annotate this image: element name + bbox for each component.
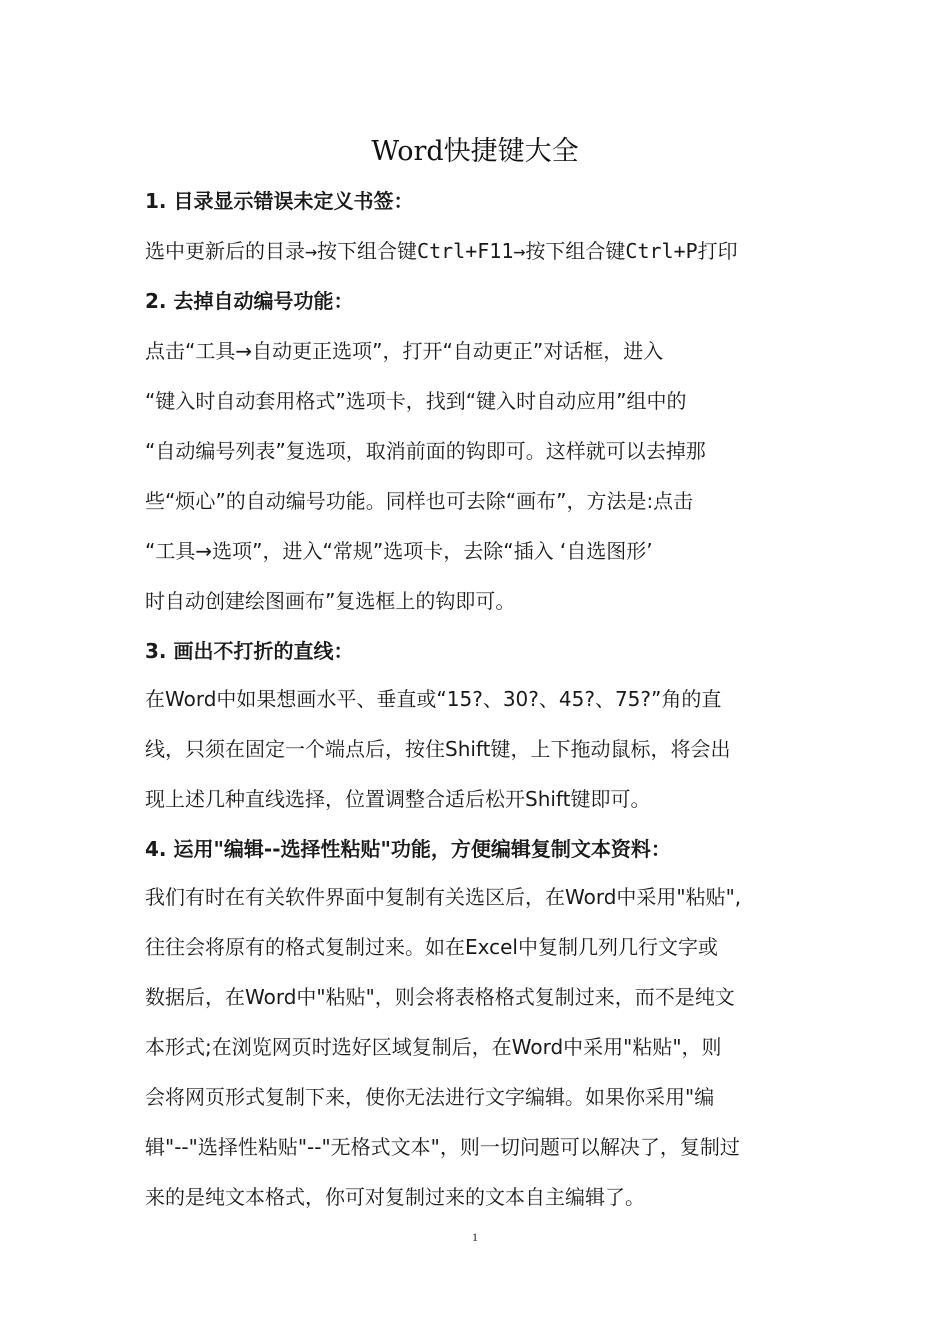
paragraph-line: 现上述几种直线选择，位置调整合适后松开Shift键即可。: [145, 787, 651, 811]
paragraph-line: 选中更新后的目录→按下组合键Ctrl+F11→按下组合键Ctrl+P打印: [145, 239, 738, 263]
paragraph-line: 本形式;在浏览网页时选好区域复制后，在Word中采用"粘贴"，则: [145, 1035, 722, 1059]
paragraph-line: “自动编号列表”复选项，取消前面的钩即可。这样就可以去掉那: [145, 439, 706, 463]
paragraph-line: 点击“工具→自动更正选项”，打开“自动更正”对话框，进入: [145, 339, 664, 363]
section-heading-2: 2. 去掉自动编号功能：: [145, 289, 354, 313]
paragraph-line: 时自动创建绘图画布”复选框上的钩即可。: [145, 589, 516, 613]
paragraph-line: “键入时自动套用格式”选项卡，找到“键入时自动应用”组中的: [145, 389, 687, 413]
paragraph-line: 我们有时在有关软件界面中复制有关选区后，在Word中采用"粘贴",: [145, 885, 742, 909]
document-title: Word快捷键大全: [371, 136, 579, 167]
section-heading-3: 3. 画出不打折的直线：: [145, 639, 354, 663]
paragraph-line: 往往会将原有的格式复制过来。如在Excel中复制几列几行文字或: [145, 935, 718, 959]
paragraph-line: 来的是纯文本格式，你可对复制过来的文本自主编辑了。: [145, 1185, 645, 1209]
page-number: 1: [472, 1230, 478, 1244]
paragraph-line: 线，只须在固定一个端点后，按住Shift键，上下拖动鼠标，将会出: [145, 737, 731, 761]
paragraph-line: 数据后，在Word中"粘贴"，则会将表格格式复制过来，而不是纯文: [145, 985, 735, 1009]
paragraph-line: 些“烦心”的自动编号功能。同样也可去除“画布”，方法是:点击: [145, 489, 694, 513]
paragraph-line: “工具→选项”，进入“常规”选项卡，去除“插入 ‘自选图形’: [145, 539, 653, 563]
section-heading-4: 4. 运用"编辑--选择性粘贴"功能，方便编辑复制文本资料：: [145, 837, 671, 861]
paragraph-line: 会将网页形式复制下来，使你无法进行文字编辑。如果你采用"编: [145, 1085, 715, 1109]
paragraph-line: 在Word中如果想画水平、垂直或“15?、30?、45?、75?”角的直: [145, 687, 722, 711]
section-heading-1: 1. 目录显示错误未定义书签：: [145, 189, 414, 213]
paragraph-line: 辑"--"选择性粘贴"--"无格式文本"，则一切问题可以解决了，复制过: [145, 1135, 740, 1159]
